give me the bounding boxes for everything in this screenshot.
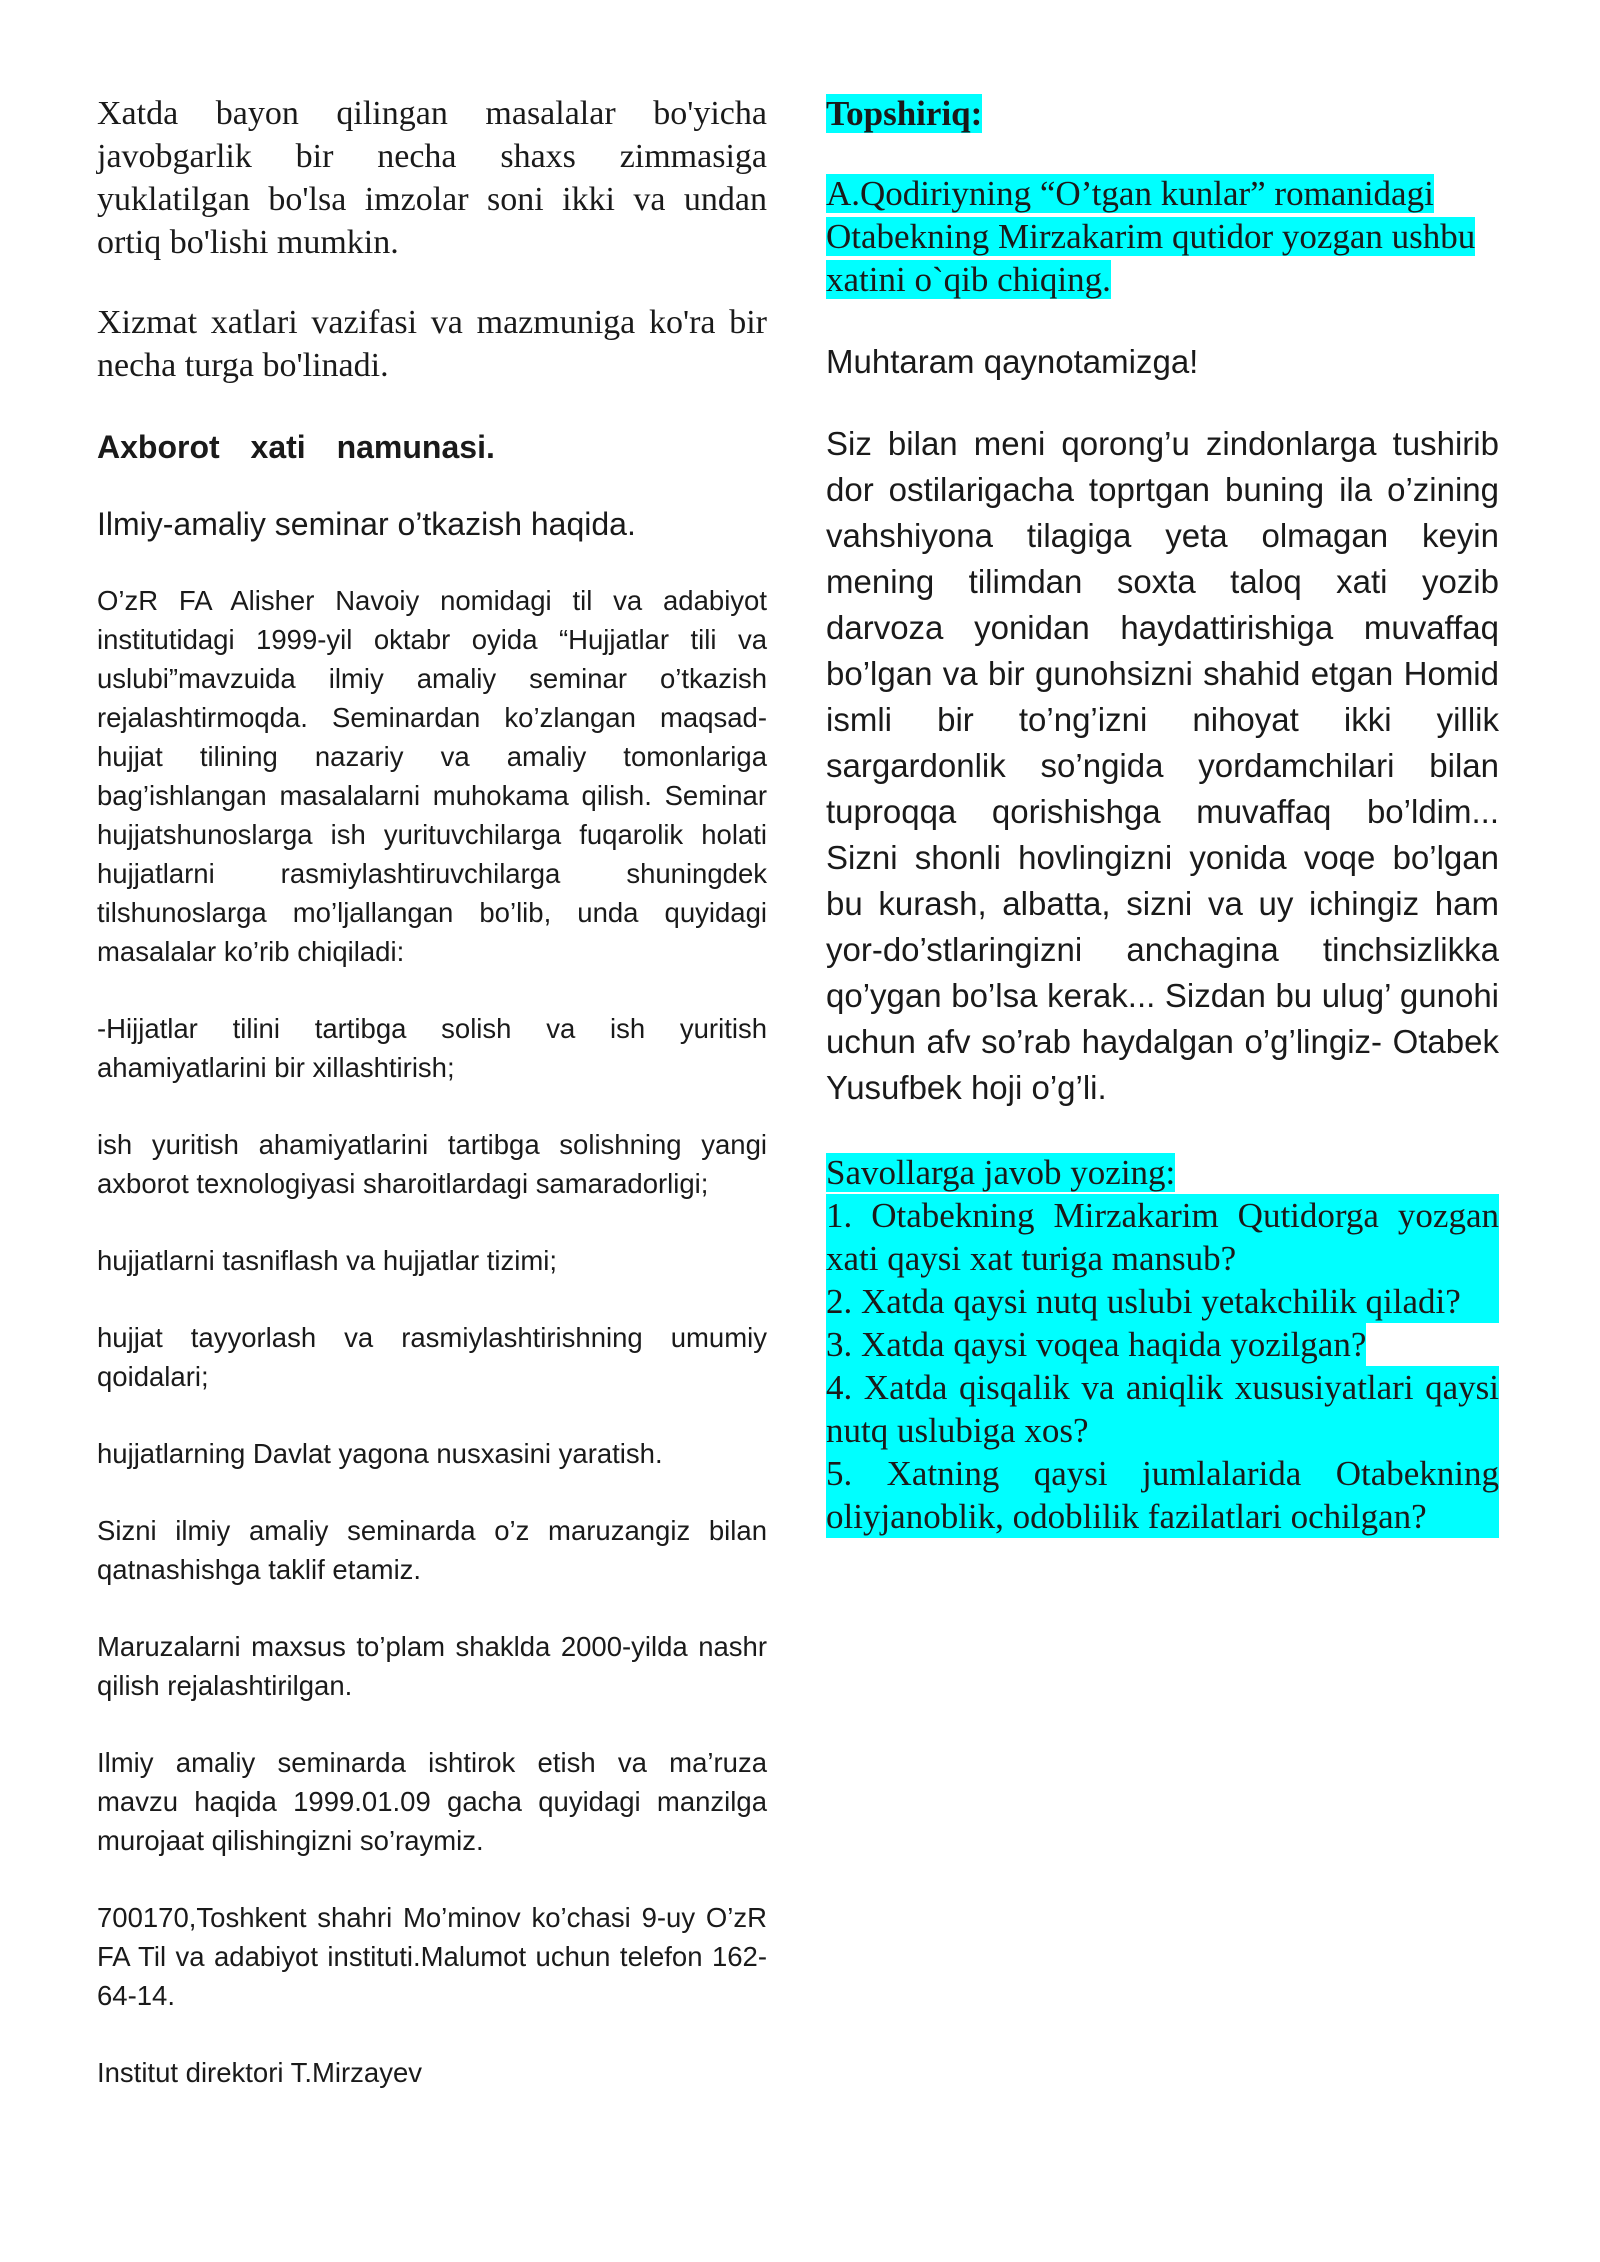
questions-block — [826, 1151, 1499, 1538]
publish-paragraph: Maruzalarni maxsus to’plam shaklda 2000-yilda nashr qilish rejalashtirilgan. — [97, 1631, 767, 1701]
intro-paragraph-2: Xizmat xatlari vazifasi va mazmuniga ko'ra bir necha turga bo'linadi. — [97, 304, 767, 384]
question-3: 3. Xatda qaysi voqea haqida yozilgan? — [826, 1325, 1367, 1364]
letter-body: O’zR FA Alisher Navoiy nomidagi til va adabiyot institutidagi 1999-yil oktabr oyida “Hujjatlar tili va uslubi”mavzuida ilmiy amaliy seminar o’tkazish rejalashtirmoqda. Seminardan ko’zlangan maqsad- hujjat tilining nazariy va amaliy tomonlariga bag’ishlangan masalalarni muhokama qilish. Seminar hujjatshunoslarga ish yurituvchilarga fuqarolik holati hujjatlarni rasmiylashtiruvchilarga shuningdek tilshunoslarga mo’ljallangan bo’lib, unda quyidagi masalalar ko’rib chiqiladi: — [97, 585, 767, 967]
task-heading-line — [826, 92, 1499, 135]
right-column — [826, 92, 1499, 1538]
task-heading: Topshiriq: — [826, 94, 983, 133]
task-text-line — [826, 172, 1499, 301]
question-5: 5. Xatning qaysi jumlalarida Otabekning oliyjanoblik, odoblilik fazilatlari ochilgan? — [826, 1454, 1499, 1536]
sample-heading: Axborot xati namunasi. — [97, 429, 495, 465]
topic-item-2: ish yuritish ahamiyatlarini tartibga solishning yangi axborot texnologiyasi sharoitlardagi samaradorligi; — [97, 1129, 767, 1199]
topic-item-4: hujjat tayyorlash va rasmiylashtirishning umumiy qoidalari; — [97, 1322, 767, 1392]
sample-subtitle: Ilmiy-amaliy seminar o’tkazish haqida. — [97, 506, 636, 542]
questions-heading-line — [826, 1151, 1499, 1194]
contact-paragraph: Ilmiy amaliy seminarda ishtirok etish va ma’ruza mavzu haqida 1999.01.09 gacha quyidagi manzilga murojaat qilishingizni so’raymiz. — [97, 1747, 767, 1856]
topic-item-3: hujjatlarni tasniflash va hujjatlar tizimi; — [97, 1245, 558, 1276]
topic-item-1: -Hijjatlar tilini tartibga solish va ish yuritish ahamiyatlarini bir xillashtirish; — [97, 1013, 767, 1083]
otabek-letter: Siz bilan meni qorong’u zindonlarga tushirib dor ostilarigacha toprtgan buning ila o’zining vahshiyona tilagiga yeta olmagan keyin mening tilimdan soxta taloq xati yozib darvoza yonidan haydattirishiga muvaffaq bo’lgan va bir gunohsizni shahid etgan Homid ismli bir to’ng’izni nihoyat ikki yillik sargardonlik so’ngida yordamchilari bilan tuproqqa qorishishga muvaffaq bo’ldim... Sizni shonli hovlingizni yonida voqe bo’lgan bu kurash, albatta, sizni va uy ichingiz ham yor-do’stlaringizni anchagina tinchsizlikka qo’ygan bo’lsa kerak... Sizdan bu ulug’ gunohi uchun afv so’rab haydalgan o’g’lingiz- Otabek Yusufbek hoji o’g’li. — [826, 425, 1499, 1106]
signature: Institut direktori T.Mirzayev — [97, 2057, 423, 2088]
question-4: 4. Xatda qisqalik va aniqlik xususiyatlari qaysi nutq uslubiga xos? — [826, 1368, 1499, 1450]
task-text: A.Qodiriyning “O’tgan kunlar” romanidagi Otabekning Mirzakarim qutidor yozgan ushbu xatini o`qib chiqing. — [826, 174, 1476, 299]
topic-item-5: hujjatlarning Davlat yagona nusxasini yaratish. — [97, 1438, 663, 1469]
intro-paragraph-1: Xatda bayon qilingan masalalar bo'yicha javobgarlik bir necha shaxs zimmasiga yuklatilgan bo'lsa imzolar soni ikki va undan ortiq bo'lishi mumkin. — [97, 95, 767, 261]
left-column — [97, 92, 767, 2092]
question-1: 1. Otabekning Mirzakarim Qutidorga yozgan xati qaysi xat turiga mansub? — [826, 1196, 1499, 1278]
questions-heading: Savollarga javob yozing: — [826, 1153, 1176, 1192]
invite-paragraph: Sizni ilmiy amaliy seminarda o’z maruzangiz bilan qatnashishga taklif etamiz. — [97, 1515, 767, 1585]
address-paragraph: 700170,Toshkent shahri Mo’minov ko’chasi 9-uy O’zR FA Til va adabiyot instituti.Malumot uchun telefon 162-64-14. — [97, 1902, 767, 2011]
question-2: 2. Xatda qaysi nutq uslubi yetakchilik qiladi? — [826, 1280, 1499, 1323]
salutation: Muhtaram qaynotamizga! — [826, 343, 1199, 380]
